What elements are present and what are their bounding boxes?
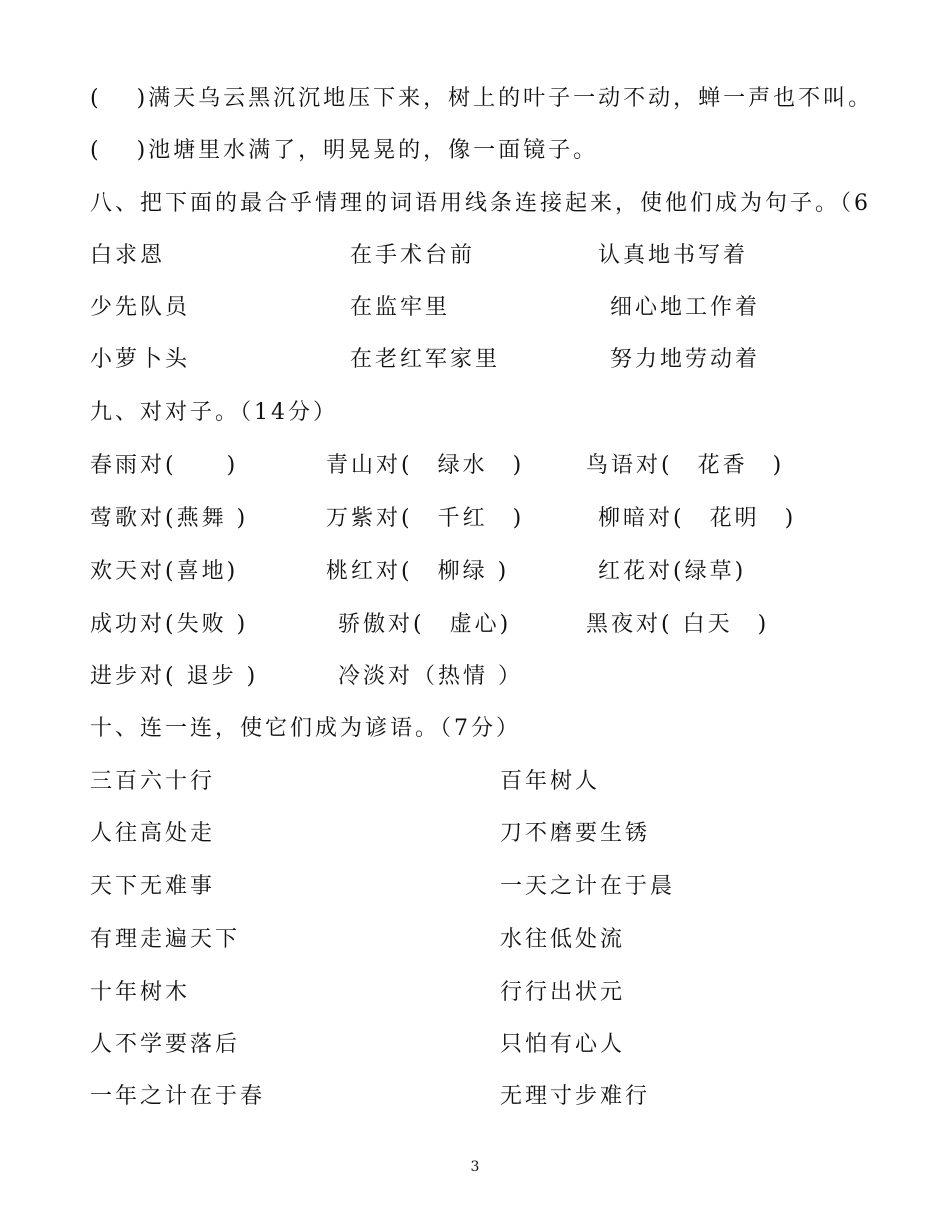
couplet-cell: 柳暗对( 花明 ) (598, 506, 797, 531)
match-person-1: 白求恩 (90, 243, 166, 268)
match-person-2: 少先队员 (90, 295, 191, 320)
couplet-cell: 春雨对( ) (90, 453, 239, 478)
couplet-cell: 桃红对( 柳绿 ) (326, 559, 510, 584)
couplet-cell: 鸟语对( 花香 ) (586, 453, 785, 478)
couplet-cell: 黑夜对( 白天 ) (586, 612, 770, 637)
proverb-second-half: 无理寸步难行 (500, 1084, 651, 1109)
match-action-3: 努力地劳动着 (610, 347, 761, 372)
match-place-3: 在老红军家里 (350, 347, 501, 372)
section10-heading: 十、连一连，使它们成为谚语。（7分） (90, 716, 521, 741)
couplet-cell: 成功对(失败 ) (90, 612, 249, 637)
proverb-first-half: 人往高处走 (90, 821, 216, 846)
proverb-second-half: 水往低处流 (500, 927, 626, 952)
proverb-first-half: 十年树木 (90, 980, 191, 1005)
couplet-cell: 莺歌对(燕舞 ) (90, 506, 249, 531)
match-place-2: 在监牢里 (350, 295, 451, 320)
proverb-second-half: 行行出状元 (500, 980, 626, 1005)
page-number: 3 (470, 1159, 480, 1175)
proverb-first-half: 人不学要落后 (90, 1032, 241, 1057)
proverb-first-half: 一年之计在于春 (90, 1084, 266, 1109)
couplet-cell: 冷淡对（热情 ） (338, 664, 523, 689)
couplet-cell: 青山对( 绿水 ) (326, 453, 525, 478)
match-place-1: 在手术台前 (350, 243, 476, 268)
couplet-cell: 红花对(绿草) (598, 559, 747, 584)
couplet-cell: 进步对( 退步 ) (90, 664, 259, 689)
proverb-second-half: 一天之计在于晨 (500, 874, 676, 899)
couplet-cell: 欢天对(喜地) (90, 559, 239, 584)
proverb-second-half: 刀不磨要生锈 (500, 821, 651, 846)
section8-heading: 八、把下面的最合乎情理的词语用线条连接起来，使他们成为句子。（6 (90, 191, 871, 216)
proverb-first-half: 有理走遍天下 (90, 927, 241, 952)
sentence-line-2: ( )池塘里水满了，明晃晃的，像一面镜子。 (90, 138, 599, 163)
couplet-cell: 骄傲对( 虚心) (338, 612, 512, 637)
proverb-second-half: 只怕有心人 (500, 1032, 626, 1057)
match-action-2: 细心地工作着 (610, 295, 761, 320)
proverb-second-half: 百年树人 (500, 769, 601, 794)
match-person-3: 小萝卜头 (90, 347, 191, 372)
couplet-cell: 万紫对( 千红 ) (326, 506, 525, 531)
match-action-1: 认真地书写着 (598, 243, 749, 268)
proverb-first-half: 天下无难事 (90, 874, 216, 899)
sentence-line-1: ( )满天乌云黑沉沉地压下来，树上的叶子一动不动，蝉一声也不叫。 (90, 86, 874, 111)
section9-heading: 九、对对子。（14分） (90, 400, 338, 425)
proverb-first-half: 三百六十行 (90, 769, 216, 794)
